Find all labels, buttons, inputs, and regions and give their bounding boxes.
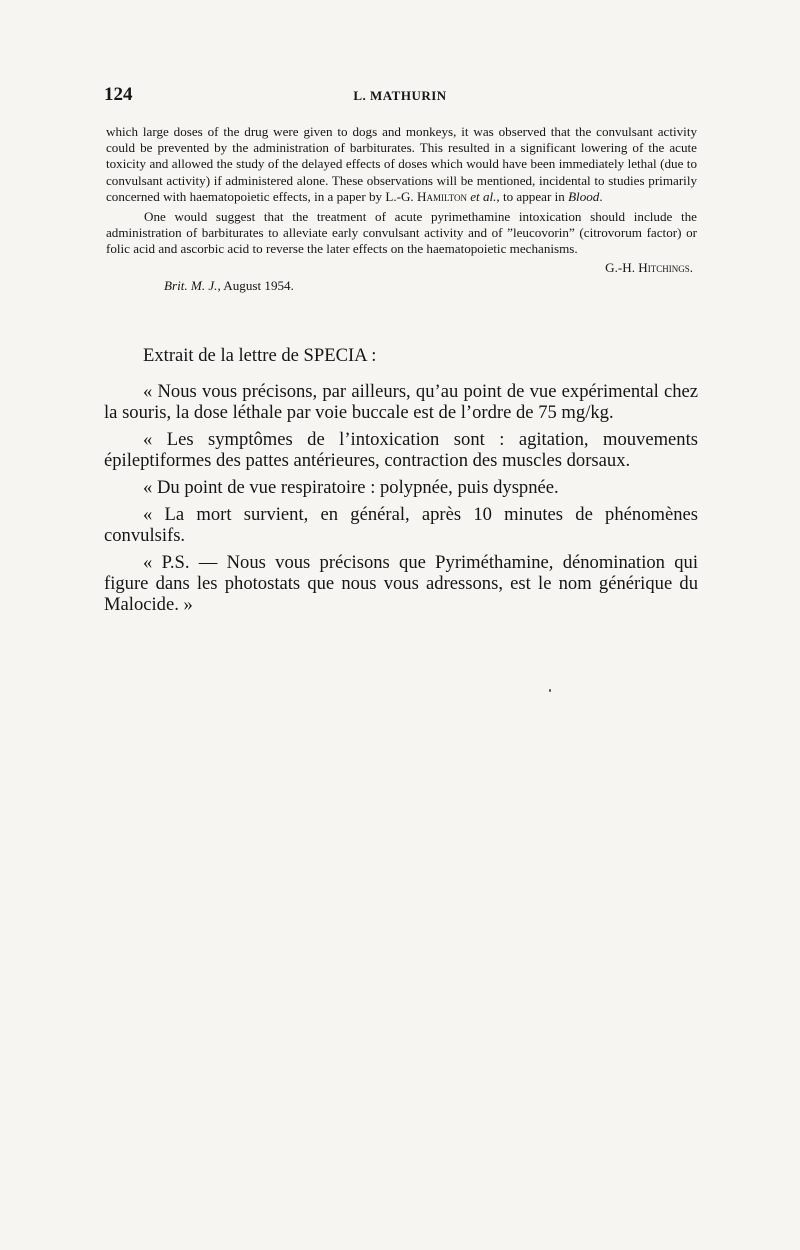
period: . [599,188,603,204]
signature-initials: G.-H. [605,259,639,275]
letter-paragraph-2: One would suggest that the treatment of acute pyrimethamine intoxication should include the administration of barbiturates to alleviate early convulsant activity and of ”leucovorin” (citrovorum factor) or folic acid and ascorbic acid to reverse the later effects on the haematopoietic mechanisms. [106,209,697,257]
citation-journal: Brit. M. J. [164,277,218,293]
extract-paragraph: « Les symptômes de l’intoxication sont : agitation, mouvements épileptiformes des pattes antérieures, contraction des muscles dorsaux. [104,429,698,471]
signature-name: Hitchings. [638,259,693,275]
specia-extract [104,345,698,621]
journal-name: Blood [568,188,600,204]
extract-paragraph: « P.S. — Nous vous précisons que Pyriméthamine, dénomination qui figure dans les photostats que nous vous adressons, est le nom générique du Malocide. » [104,552,698,615]
extract-title: Extrait de la lettre de SPECIA : [143,345,377,366]
et-al: et al. [470,188,497,204]
page-header [104,84,696,108]
citation-date: , August 1954. [217,277,294,293]
letter-paragraph-1 [106,124,697,205]
author-name: Hamilton [416,188,467,204]
extract-paragraph: « Nous vous précisons, par ailleurs, qu’au point de vue expérimental chez la souris, la dose léthale par voie buccale est de l’ordre de 75 mg/kg. [104,381,698,423]
letter-text: which large doses of the drug were given to dogs and monkeys, it was observed that the convulsant activity could be prevented by the administration of barbiturates. This resulted in a significant lowering of the acute toxicity and allowed the study of the delayed effects of doses which would have been immediately lethal (due to convulsant activity) if administered alone. These observations will be mentioned, incidental to studies primarily concerned with haematopoietic effects, in a paper by L.-G. [106,124,697,204]
extract-paragraph: « La mort survient, en général, après 10 minutes de phénomènes convulsifs. [104,504,698,546]
ink-speck [549,689,551,692]
page-number: 124 [104,84,133,105]
extract-paragraph: « Du point de vue respiratoire : polypnée, puis dyspnée. [143,477,559,498]
signature [106,260,697,276]
quoted-letter [106,124,697,294]
running-head: L. MATHURIN [353,88,447,103]
citation [106,278,697,294]
letter-text: , to appear in [496,188,569,204]
